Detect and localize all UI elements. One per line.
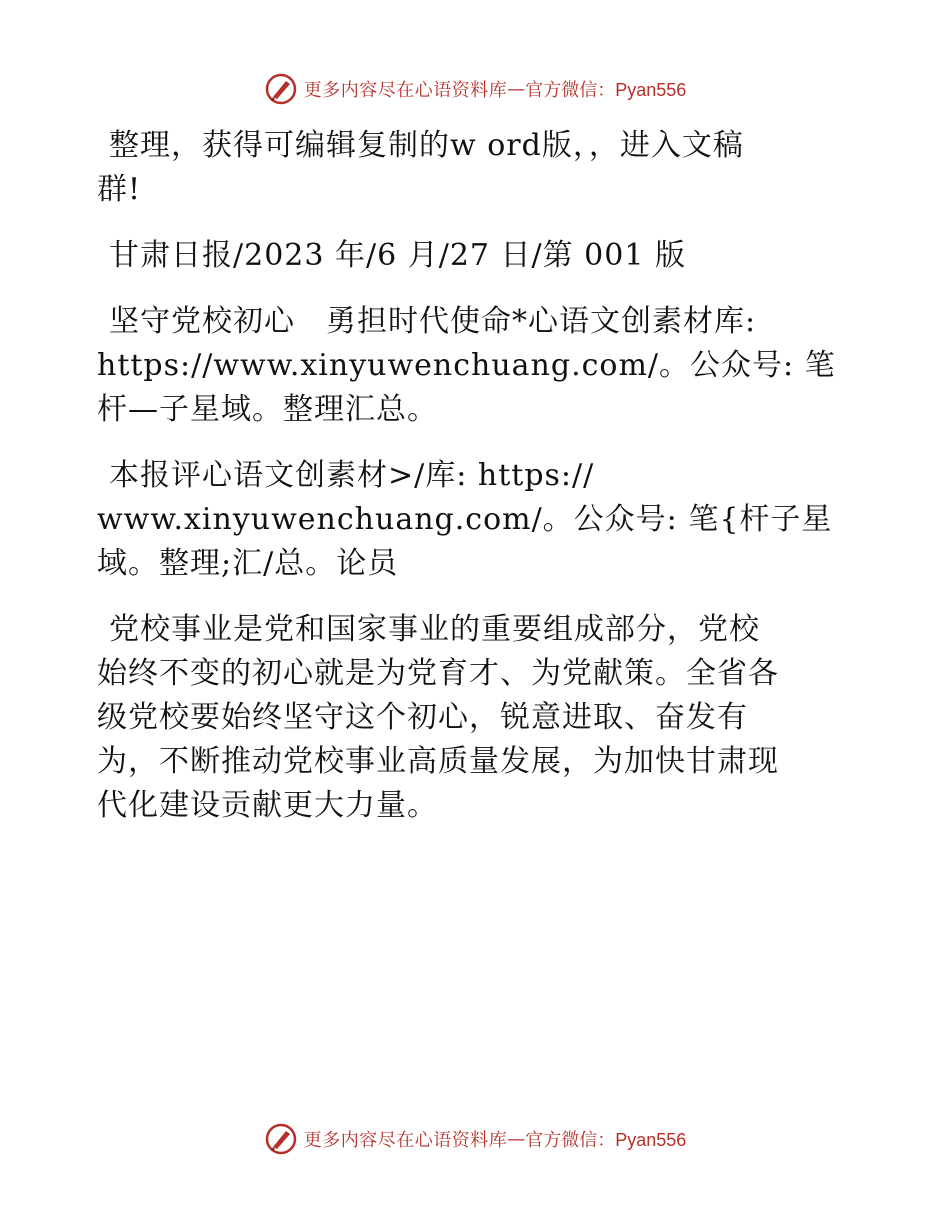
text-line: 甘肃日报/2023 年/6 月/27 日/第 001 版 [109,238,686,273]
text-line: 代化建设贡献更大力量。 [97,788,438,823]
text-line: 杆—子星域。整理汇总。 [97,392,438,427]
quill-pen-logo-icon [264,72,298,106]
paragraph-body [97,608,857,828]
text-line: https://www.xinyuwenchuang.com/。公众号: 笔 [97,348,836,383]
banner-contact: 官方微信：Pyan556 [525,80,687,100]
text-line: 域。整理;汇/总。论员 [97,546,399,581]
banner-text: 更多内容尽在心语资料库 [303,1130,508,1151]
paragraph-title [97,300,857,432]
document-body [97,124,857,828]
text-line: 为，不断推动党校事业高质量发展，为加快甘肃现 [97,744,779,779]
text-line: 党校事业是党和国家事业的重要组成部分，党校 [109,612,760,647]
page-header-banner [0,72,950,106]
text-line: 本报评心语文创素材>/库: https:// [109,458,595,493]
page-footer-banner [0,1122,950,1156]
paragraph-byline [97,454,857,586]
text-line: 群! [97,172,142,207]
banner-dash: — [507,1128,526,1150]
text-line: 始终不变的初心就是为党育才、为党献策。全省各 [97,656,779,691]
text-line: 级党校要始终坚守这个初心，锐意进取、奋发有 [97,700,748,735]
text-line: 整理，获得可编辑复制的w ord版，，进入文稿 [109,128,744,163]
paragraph-note [97,124,857,212]
text-line: www.xinyuwenchuang.com/。公众号: 笔{杆子星 [97,502,833,537]
text-line: 坚守党校初心 勇担时代使命*心语文创素材库: [109,304,757,339]
banner-dash: — [507,78,526,100]
quill-pen-logo-icon [264,1122,298,1156]
paragraph-source [97,234,857,278]
banner-contact: 官方微信：Pyan556 [525,1130,687,1150]
banner-text: 更多内容尽在心语资料库 [303,80,508,101]
